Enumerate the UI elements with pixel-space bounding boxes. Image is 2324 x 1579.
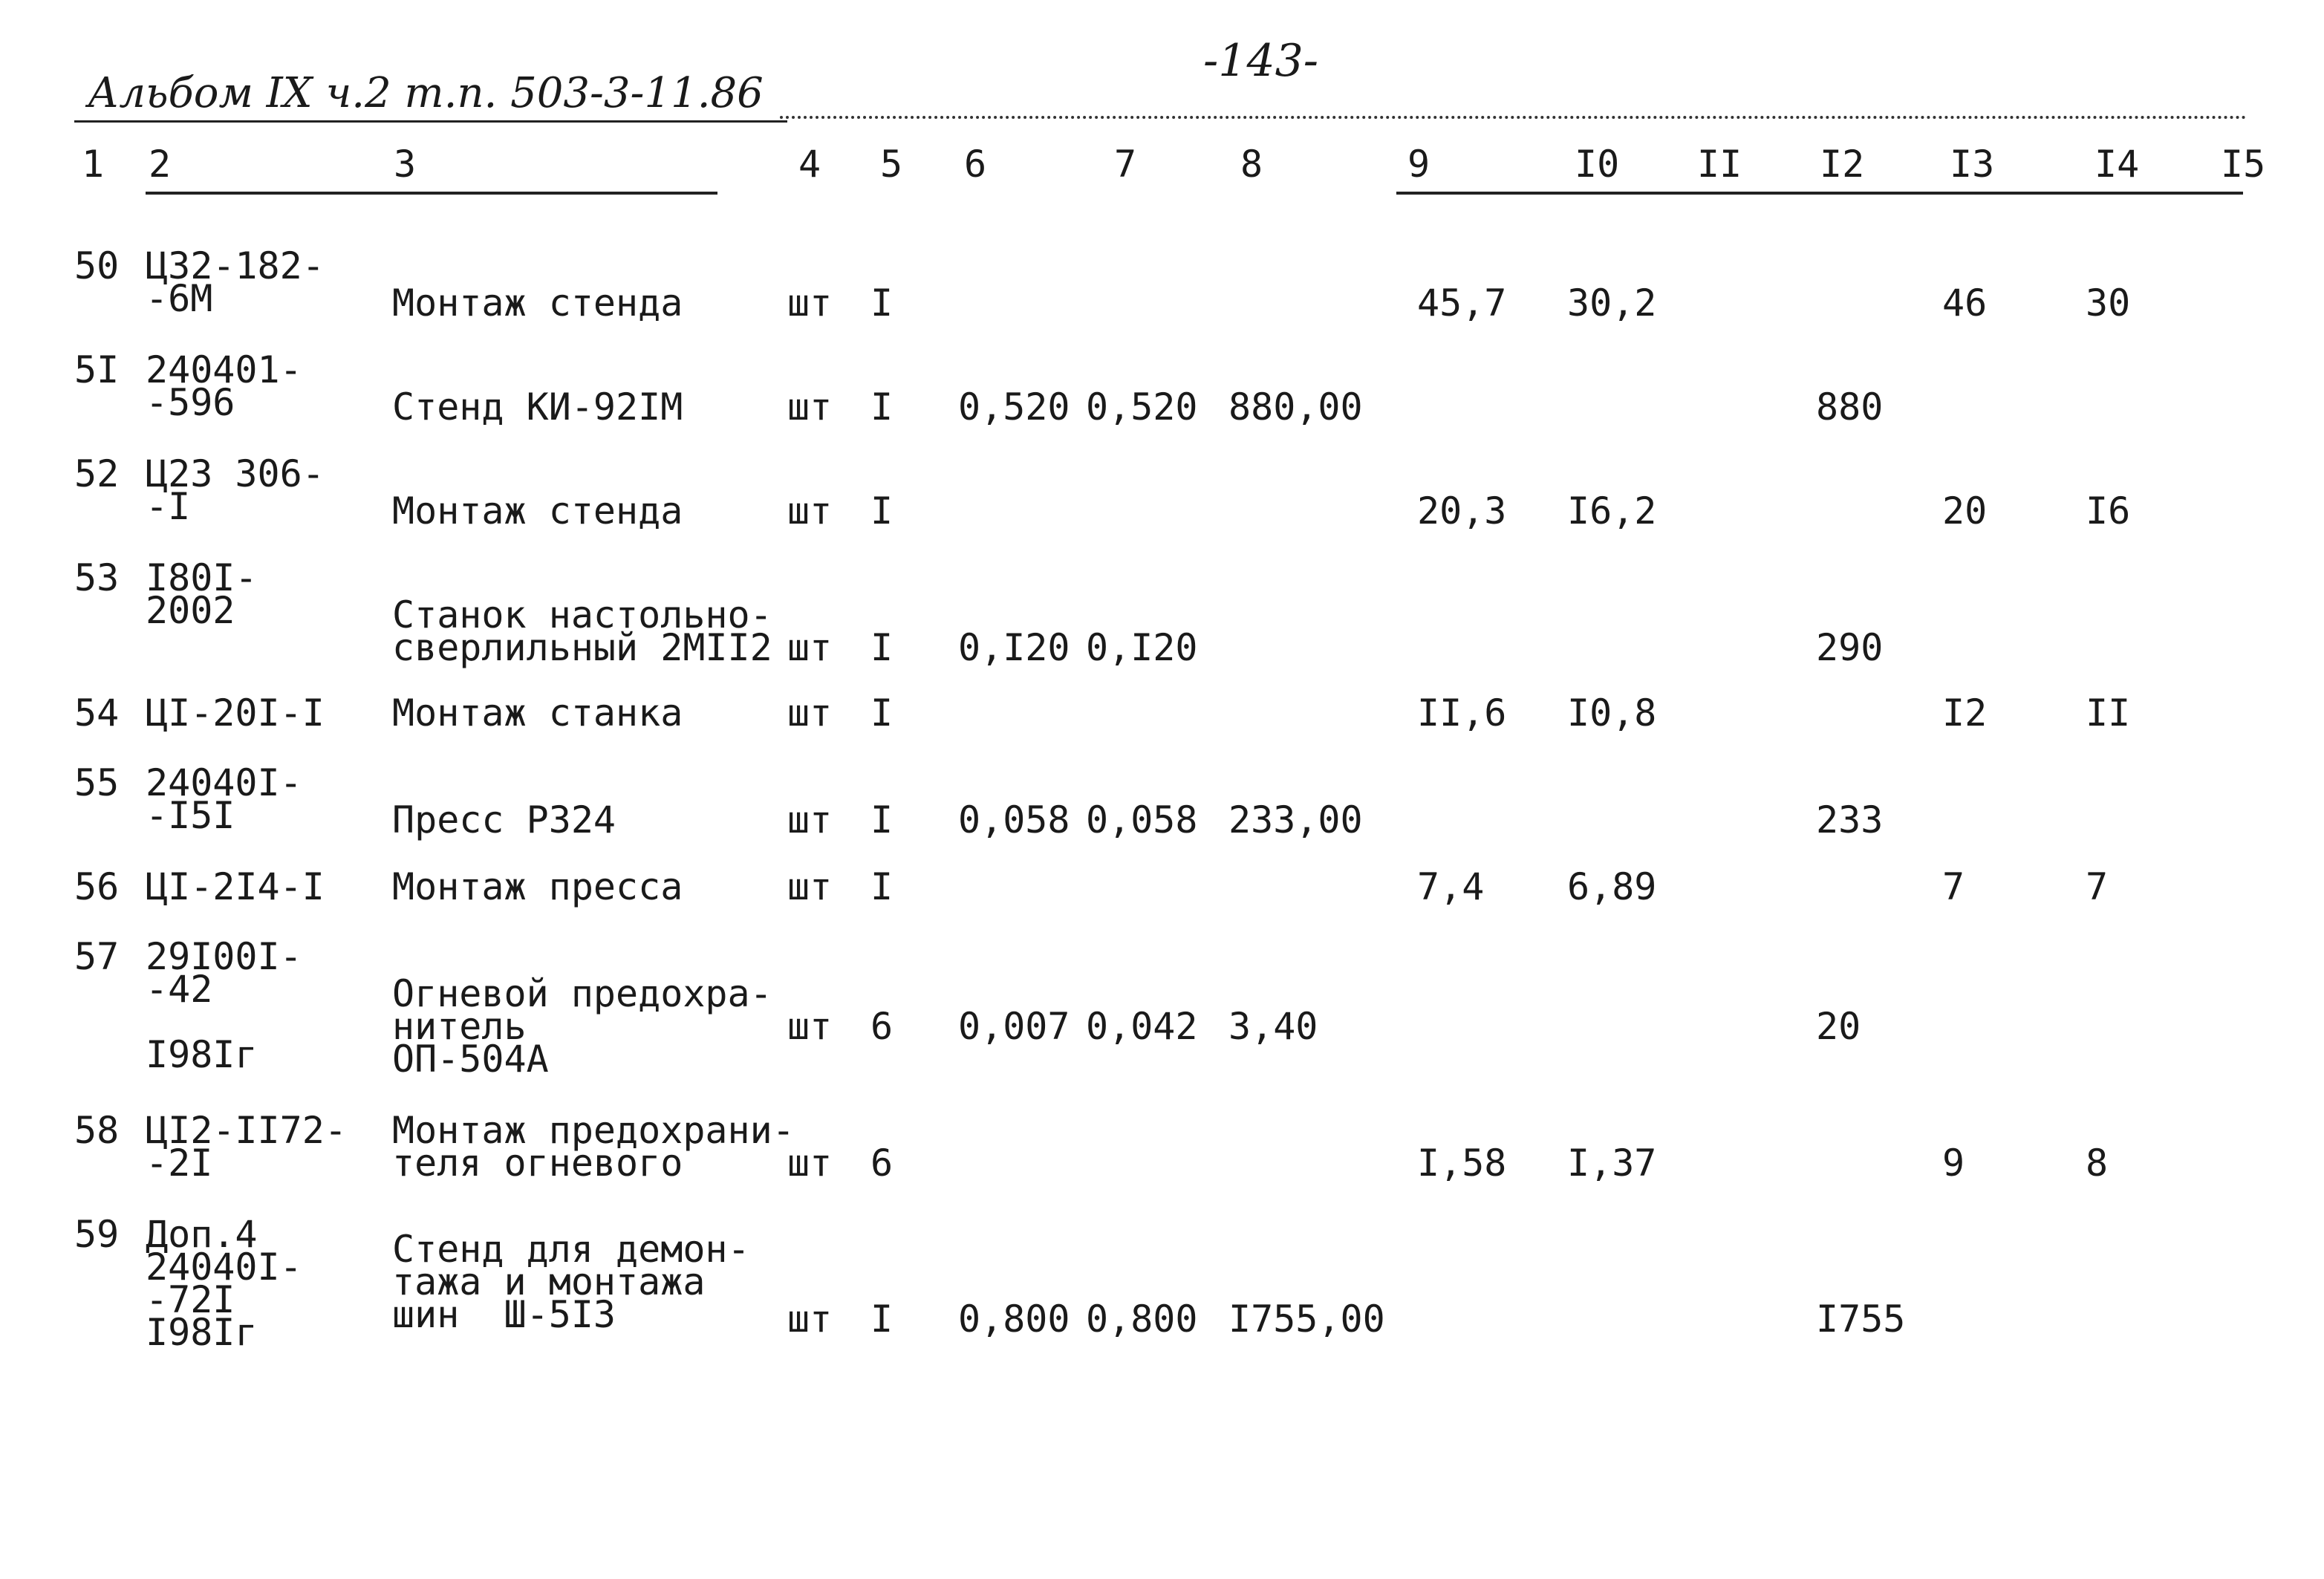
cell-c14: II: [2086, 691, 2131, 735]
cell-code: Ц23 306- -I: [146, 452, 325, 528]
cell-unit: шт: [787, 798, 833, 841]
cell-name: Стенд для демон- тажа и монтажа шин Ш-5I3: [392, 1228, 750, 1336]
cell-unit: шт: [787, 865, 833, 908]
cell-qty: I: [870, 691, 894, 735]
column-header-11: II: [1697, 143, 1742, 186]
cell-qty: I: [870, 1298, 894, 1341]
cell-name: Монтаж стенда: [392, 489, 683, 533]
header-rule-right: [1396, 192, 2243, 195]
cell-code: 24040I- -I5I: [146, 761, 302, 837]
cell-code: ЦI2-II72- -2I: [146, 1109, 347, 1185]
cell-c14: 8: [2086, 1142, 2109, 1185]
cell-c13: 7: [1942, 865, 1965, 908]
column-header-12: I2: [1820, 143, 1865, 186]
column-header-5: 5: [880, 143, 903, 186]
cell-unit: шт: [787, 281, 833, 325]
cell-c7: 0,I20: [1086, 626, 1198, 669]
cell-name: Монтаж пресса: [392, 865, 683, 908]
cell-qty: I: [870, 865, 894, 908]
cell-no: 57: [74, 935, 120, 978]
cell-qty: I: [870, 798, 894, 841]
cell-c9: I,58: [1417, 1142, 1507, 1185]
cell-c12: 290: [1816, 626, 1884, 669]
cell-unit: шт: [787, 691, 833, 735]
cell-no: 5I: [74, 348, 120, 391]
cell-qty: I: [870, 281, 894, 325]
cell-c10: I0,8: [1567, 691, 1657, 735]
column-header-6: 6: [964, 143, 987, 186]
cell-name: Монтаж станка: [392, 691, 683, 735]
header-rule-left: [146, 192, 717, 195]
cell-c6: 0,520: [958, 385, 1070, 429]
column-header-15: I5: [2221, 143, 2266, 186]
cell-c8: 880,00: [1228, 385, 1363, 429]
cell-c12: 880: [1816, 385, 1884, 429]
cell-c14: 30: [2086, 281, 2131, 325]
cell-unit: шт: [787, 1142, 833, 1185]
column-header-8: 8: [1240, 143, 1263, 186]
column-header-3: 3: [394, 143, 417, 186]
cell-no: 54: [74, 691, 120, 735]
album-reference: Альбом IX ч.2 т.п. 503-3-11.86: [88, 69, 764, 117]
cell-c8: I755,00: [1228, 1298, 1385, 1341]
cell-c9: II,6: [1417, 691, 1507, 735]
column-header-2: 2: [149, 143, 172, 186]
cell-c13: I2: [1942, 691, 1988, 735]
cell-code: Доп.4 24040I- -72I I98Iг: [146, 1213, 302, 1354]
cell-c10: I6,2: [1567, 489, 1657, 533]
cell-c14: I6: [2086, 489, 2131, 533]
cell-name: Монтаж стенда: [392, 281, 683, 325]
column-header-14: I4: [2094, 143, 2140, 186]
cell-no: 59: [74, 1213, 120, 1256]
cell-c6: 0,058: [958, 798, 1070, 841]
cell-c7: 0,042: [1086, 1005, 1198, 1048]
cell-c13: 20: [1942, 489, 1988, 533]
cell-c12: 233: [1816, 798, 1884, 841]
cell-qty: I: [870, 489, 894, 533]
cell-code: Ц32-182- -6М: [146, 244, 325, 320]
cell-c7: 0,058: [1086, 798, 1198, 841]
cell-c9: 7,4: [1417, 865, 1485, 908]
cell-unit: шт: [787, 626, 833, 669]
cell-name: Пресс Р324: [392, 798, 616, 841]
cell-qty: 6: [870, 1142, 894, 1185]
cell-no: 58: [74, 1109, 120, 1152]
cell-no: 53: [74, 556, 120, 599]
cell-no: 50: [74, 244, 120, 287]
cell-qty: I: [870, 626, 894, 669]
cell-code: 29I00I- -42 I98Iг: [146, 935, 302, 1076]
page-number: -143-: [1203, 35, 1319, 87]
cell-name: Огневой предохра- нитель ОП-504А: [392, 972, 772, 1081]
cell-no: 52: [74, 452, 120, 495]
cell-no: 55: [74, 761, 120, 804]
cell-code: I80I- 2002: [146, 556, 258, 632]
cell-qty: I: [870, 385, 894, 429]
cell-unit: шт: [787, 489, 833, 533]
column-header-10: I0: [1575, 143, 1620, 186]
cell-c6: 0,I20: [958, 626, 1070, 669]
dotted-rule: [780, 116, 2247, 119]
column-header-7: 7: [1114, 143, 1137, 186]
column-header-9: 9: [1407, 143, 1430, 186]
cell-c12: I755: [1816, 1298, 1906, 1341]
cell-c6: 0,800: [958, 1298, 1070, 1341]
column-header-4: 4: [798, 143, 821, 186]
cell-c7: 0,800: [1086, 1298, 1198, 1341]
column-header-1: 1: [82, 143, 105, 186]
cell-c8: 3,40: [1228, 1005, 1318, 1048]
cell-unit: шт: [787, 1005, 833, 1048]
cell-qty: 6: [870, 1005, 894, 1048]
cell-c8: 233,00: [1228, 798, 1363, 841]
cell-c10: 30,2: [1567, 281, 1657, 325]
cell-c10: I,37: [1567, 1142, 1657, 1185]
cell-code: 240401- -596: [146, 348, 302, 424]
cell-c9: 20,3: [1417, 489, 1507, 533]
cell-no: 56: [74, 865, 120, 908]
column-header-13: I3: [1950, 143, 1995, 186]
cell-c12: 20: [1816, 1005, 1861, 1048]
cell-code: ЦI-20I-I: [146, 691, 325, 735]
cell-c14: 7: [2086, 865, 2109, 908]
cell-c6: 0,007: [958, 1005, 1070, 1048]
cell-unit: шт: [787, 385, 833, 429]
cell-c9: 45,7: [1417, 281, 1507, 325]
album-underline: [74, 120, 787, 123]
cell-c7: 0,520: [1086, 385, 1198, 429]
cell-name: Стенд КИ-92IМ: [392, 385, 683, 429]
cell-c13: 9: [1942, 1142, 1965, 1185]
cell-c10: 6,89: [1567, 865, 1657, 908]
cell-unit: шт: [787, 1298, 833, 1341]
cell-name: Монтаж предохрани- теля огневого: [392, 1109, 795, 1185]
cell-c13: 46: [1942, 281, 1988, 325]
cell-code: ЦI-2I4-I: [146, 865, 325, 908]
cell-name: Станок настольно- сверлильный 2МII2: [392, 593, 772, 669]
